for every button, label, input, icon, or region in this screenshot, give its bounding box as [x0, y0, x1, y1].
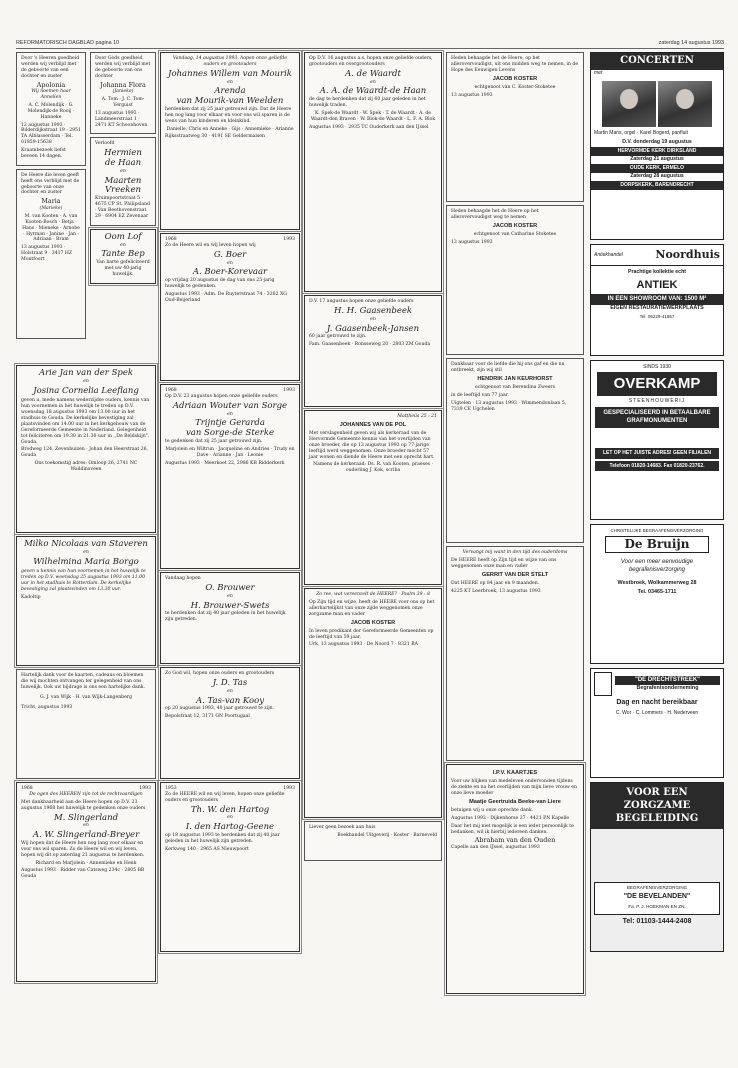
name: A. A. de Waardt-de Haan — [319, 86, 427, 97]
line-2: ANTIEK — [636, 278, 678, 291]
anniversary-text-2: op vrijdag 20 augustus de dag van ons 25-jarig huwelijk te gedenken. — [165, 278, 275, 290]
anniversary-slingerland — [16, 782, 156, 982]
name: van Mourik-van Weelden — [176, 96, 284, 107]
anniversary-text: D.V. 17 augustus hopen onze geliefde ouders — [309, 299, 414, 304]
thanks-beeke — [446, 764, 584, 994]
year-end: 1993 — [283, 388, 295, 393]
brand: OVERKAMP — [597, 372, 717, 395]
verse: Vandaag, 14 augustus 1993, hopen onze geliefde ouders en grootouders — [172, 56, 288, 67]
address: Brodweg 124, Zevenhuizen · Johan den Heerstraat 26, Gouda — [21, 447, 148, 459]
tagline: Begrafenisonderneming — [636, 685, 699, 692]
place-date: Capelle aan den IJssel, augustus 1993 — [451, 845, 540, 851]
anniversary-text: herdenken dat zij 25 jaar getrouwd zijn. Dat de Heere hen nog lang voor elkaar en voor ons wil sparen is de wens van hun kinderen en kleinkind. — [165, 106, 292, 124]
conjunction: en — [227, 815, 233, 821]
bride-name: Josina Cornelia Leeflang — [33, 385, 139, 396]
parents: M. van Kooten · A. van Kooten-Bosch · Betja · Hans · Mieneke · Arnobe · Hyrman · Janine · Jan · Adriaan · Bram — [22, 213, 80, 243]
phone: Tel: 01103-1444-2408 — [622, 918, 692, 926]
children: Richard en Marjolein · Annemieke en Henk — [35, 860, 137, 866]
obituary-text: Dankbaar voor de liefde die hij ons gaf en die nu ontbreekt, zijn wij stil — [451, 362, 565, 373]
address: Bepolstraat 12, 3171 GN Poortugaal — [165, 714, 250, 720]
place-date: Tricht, augustus 1993 — [21, 704, 73, 710]
obituary-keurhorst — [446, 358, 584, 543]
name: H. H. Gaasenbeek — [333, 305, 413, 316]
name: Hermien — [104, 148, 142, 159]
obituary-koster-wife — [446, 52, 584, 202]
anniversary-de-waardt — [304, 52, 442, 292]
brand: "DE DRECHTSTREEK" — [615, 676, 720, 686]
notice-text: Liever geen bezoek aan huis — [309, 825, 376, 830]
future-address: Ons toekomstig adres: Omloop 26, 2741 NC Waddinxveen — [34, 461, 138, 473]
birth-text: De Heere die leven geeft heeft ons verblijd met de geboorte van onze dochter en zuster — [21, 172, 80, 196]
ad-title: CONCERTEN — [591, 53, 723, 70]
anniversary-text-2: te herdenken dat zij 40 jaar geleden in het huwelijk zijn getreden. — [165, 611, 286, 623]
address: Uigtelen · 13 augustus 1993 · Wimmendonlaan 5, 7339 CE Ugchelen — [451, 400, 567, 412]
anniversary-text: Op D.V. 23 augustus hopen onze geliefde ouders — [165, 393, 278, 399]
year-start: 1968 — [165, 237, 177, 242]
ad-overkamp — [590, 360, 724, 520]
name: I. den Hartog-Geene — [185, 822, 275, 833]
phone: Telefoon 01820-14683. Fax 01820-23762. — [595, 461, 719, 471]
anniversary-text: Vandaag hopen — [165, 576, 201, 581]
year-start: 1953 — [165, 786, 177, 791]
name: Arenda — [214, 86, 246, 97]
conjunction: en — [83, 378, 89, 384]
name: A. Tas-van Kooy — [195, 695, 265, 706]
anniversary-van-mourik — [160, 52, 300, 230]
verse: Mattheüs 25 : 21 — [397, 414, 437, 419]
phone: Tel. 03465-1711 — [637, 589, 677, 596]
venue-3: DORPSKERK, BARENDRECHT — [591, 181, 723, 189]
headline-2: BEGELEIDING — [591, 813, 723, 830]
name: H. Brouwer-Swets — [190, 600, 270, 611]
obituary-text-2: in de leeftijd van 77 jaar. — [451, 392, 509, 398]
address: Augustus 1993 · Dijkenhorse 27 · 4421 PN Kapelle — [451, 815, 570, 821]
ad-de-bruijn — [590, 524, 724, 664]
column-4 — [304, 52, 442, 864]
column-3 — [160, 52, 300, 955]
ad-drechtstreek — [590, 668, 724, 778]
address: Urk, 13 augustus 1993 · De Noord 7 · 8321 BA — [309, 642, 418, 648]
conjunction: en — [227, 593, 233, 599]
signature: Boekhandel Uitgeverij · Koster · Barneveld — [337, 832, 437, 838]
anniversary-text: Met dankbaarheid aan de Heere hopen op D.V. 23 augustus 1968 het huwelijk te gedenken onze ouders — [21, 799, 146, 811]
relation: echtgenoot van Berendina Zweers — [475, 384, 555, 390]
obituary-text: Heden behaagde het de Heere op het allerovervoudigst weg te nemen — [451, 209, 539, 220]
birth-text: Door Gods goedheid werden wij verblijd met de geboorte van ons dochter — [95, 56, 151, 79]
child-name: Maria — [41, 197, 61, 206]
deceased-name: Maatje Geertruida Beeke-van Liere — [469, 798, 561, 805]
conjunction: en — [370, 79, 376, 85]
congrats-text: Van harte gefeliciteerd met uw 40-jarig huwelijk. — [96, 260, 150, 277]
sub: Fa. P. J. HOEKMAN EN ZN. — [628, 904, 686, 910]
name: M. Slingerland — [53, 812, 119, 823]
signatories: Namens de kerkeraad: Ds. R. van Kooten, praeses · ouderling J. Kok, scriba — [313, 462, 433, 474]
line-4: EIGEN RESTAURATIEWERKPLAATS — [610, 305, 704, 312]
wedding-text: geven u kennis van hun voornemen in het huwelijk te treden op D.V. woensdag 25 augustus 1993 om 11.00 uur in het stadhuis te Rotterdam. De kerkelijke bevestiging zal plaatsvinden om 13.30 uur. — [21, 569, 146, 593]
name: de Haan — [104, 158, 142, 169]
date-2: Zaterdag 21 augustus — [630, 155, 684, 162]
conjunction: en — [83, 549, 89, 555]
date: 13 augustus 1993 — [451, 239, 493, 245]
name: Vreeken — [105, 185, 141, 196]
thanks-text: Hartelijk dank voor de kaarten, cadeaus en bloemen die wij mochten ontvangen ter gelegenheid van ons huwelijk. Ook uw bijdrage is ons een hartelijke dank. — [21, 673, 145, 690]
conjunction: en — [83, 823, 89, 829]
obituary-koster-2 — [446, 205, 584, 355]
year-end: 1993 — [139, 786, 151, 791]
verse: Zo ree, wat vereenzelt de HEERE? · Psalm 39 : 8 — [316, 592, 430, 597]
kicker: CHRISTELIJKE BEGRAAFENISVERZORGING — [610, 528, 704, 533]
name: Maarten — [104, 175, 142, 186]
date: 13 augustus 1993 — [451, 92, 493, 98]
address: 4225 KT Leerbroek, 13 augustus 1993 — [451, 588, 541, 594]
obituary-van-der-stelt — [446, 546, 584, 761]
tagline: Voor een meer eenvoudige begrafenisverzorging — [620, 558, 694, 573]
relation: echtgenoot van C. Koster-Stoketee — [474, 84, 556, 90]
page-header — [16, 40, 724, 49]
date-3: Zaterdag 28 augustus — [630, 172, 684, 179]
year-start: 1968 — [21, 786, 33, 791]
obituary-koster-family — [304, 588, 442, 818]
brand: De Bruijn — [605, 536, 709, 553]
conjunction: en — [120, 168, 126, 174]
anniversary-van-sorge — [160, 384, 300, 569]
address: Rijksstraatweg 30 · 4191 SE Geldermalsen — [165, 134, 265, 140]
address: Augustus 1993 · Adm. De Ruyterstraat 74 · 3262 XG Oud-Beijerland — [165, 291, 287, 303]
thanks-title: I.P.V. KAARTJES — [492, 770, 538, 776]
child-name: Apolonia — [36, 80, 66, 89]
date-1: D.V. donderdag 19 augustus — [622, 138, 692, 145]
name: G. Boer — [213, 249, 247, 260]
parents: A. C. Molendijk · G. Molendijk-de Rooij · Hanneke — [27, 102, 75, 120]
anniversary-den-hartog — [160, 782, 300, 952]
child-sub: (Marieke) — [39, 206, 63, 211]
child-sub: Wij noemen haar Annelien — [31, 89, 71, 101]
anniversary-text-2: op 18 augustus 1993 te herdenken dat zij 40 jaar geleden in het huwelijk zijn getreden. — [165, 833, 280, 844]
obituary-text: Met verslagenheid geven wij als kerkeraad van de Hervormde Gemeente kennis van het overlijden van onze broeder, die op 13 augustus 1993 op 77-jarige leeftijd werd weggenomen. Onze broeder mocht 57 jaar wonen en diende de Heere met een oprecht hart. — [309, 431, 435, 460]
ad-sub: met — [594, 69, 603, 76]
year-end: 1993 — [283, 237, 295, 242]
name: Adriaan Wouter van Sorge — [172, 400, 288, 411]
line-3: IN EEN SHOWROOM VAN: 1500 M² — [591, 294, 723, 306]
name: Th. W. den Hartog — [190, 804, 270, 815]
obituary-text: Op Zijn tijd en wijze, heeft de HEERE voor ons op het allerhartelijkst van onze zijde weggenomen onze zorgzame man en vader — [309, 599, 435, 617]
verse: De ogen des HEEREN zijn tot de rechtvaardigen — [29, 791, 143, 797]
announcement-birth-johanna — [90, 52, 156, 134]
anniversary-text-2: op 20 augustus 1993, 40 jaar getrouwd te zijn. — [165, 706, 275, 712]
deceased-name: JACOB KOSTER — [492, 75, 538, 82]
child-sub: (Janieke) — [112, 89, 134, 95]
anniversary-text: Zo God wil, hopen onze ouders en grootouders — [165, 671, 275, 676]
anniversary-tas — [160, 667, 300, 779]
headline: GESPECIALISEERD IN BETAALBARE GRAFMONUMENTEN — [595, 407, 719, 428]
venue-2: OUDE KERK, ERMELO — [591, 164, 723, 172]
conjunction: en — [120, 242, 126, 248]
obituary-text: Heden behaagde het de Heere, op het allerovervoudigst, uit ons midden weg te nemen, in de Hope des Eeuwigen Levens — [451, 56, 579, 73]
headline: VOOR EEN ZORGZAME — [591, 783, 723, 813]
address: Augustus 1993 · Ridder van Catsweg 234c · 2805 BB Gouda — [21, 868, 145, 880]
deceased-name: JACOB KOSTER — [350, 619, 396, 626]
kicker: Antiekhandel — [594, 251, 623, 258]
performer-photos — [591, 78, 723, 130]
deceased-name: HENDRIK JAN KEURHORST — [477, 375, 553, 382]
child-name: Johanna Flora — [100, 80, 146, 89]
signature: Abraham van den Ouden — [474, 836, 556, 845]
column-1 — [16, 52, 86, 342]
name: A. W. Slingerland-Breyer — [32, 830, 140, 841]
photo-organist — [602, 81, 656, 127]
announcement-wedding-van-staveren — [16, 536, 156, 666]
obituary-text-2: Dat HEERE op 84 jaar en 9 maanden. — [451, 580, 540, 586]
deceased-name: JOHANNES VAN DE POL — [339, 421, 407, 428]
logo-icon — [594, 672, 612, 696]
anniversary-text: Zo de Heere wil en wij leven hopen wij — [165, 242, 256, 248]
ad-concerts — [590, 52, 724, 240]
address: Westbroek, Wolkammerweg 28 — [617, 580, 697, 587]
conjunction: en — [227, 411, 233, 417]
thanks-text: Voor uw blijken van medeleven ondervonden tijdens de ziekte en na het overlijden van mijn lieve vrouw en onze lieve moeder — [451, 779, 577, 796]
relation: echtgenoot van Catharine Stoketee — [473, 231, 557, 237]
header-left: REFORMATORISCH DAGBLAD pagina 10 — [16, 40, 120, 46]
address: Fam. Gaasenbeek · Ronsseweg 20 · 2803 ZM Gouda — [309, 342, 431, 348]
header-right: zaterdag 14 augustus 1993 — [658, 40, 724, 46]
anniversary-text: Zo de HEERE wil en wij leven, hopen onze geliefde ouders en grootouders — [165, 791, 285, 803]
name: J. Gaasenbeek-Jansen — [326, 323, 420, 334]
anniversary-gaasenbeek — [304, 295, 442, 407]
note: Kraambezoek liefst beveen 14 dagen. — [21, 148, 66, 159]
conjunction: en — [227, 79, 233, 85]
verse: Vervangt mij want in den tijd des ouderdoms — [462, 550, 568, 555]
address: 13 augustus 1993 · Holstraat 9 · 3417 HZ Montfoort — [21, 245, 73, 262]
bride-name: Wilhelmina Maria Borgo — [33, 556, 139, 567]
name: A. Boer-Korevaar — [192, 267, 268, 278]
notice: LET OP HET JUISTE ADRES! GEEN FILIALEN — [595, 448, 719, 458]
line-1: Prachtige kollektie echt — [628, 269, 686, 276]
ad-noordhuis — [590, 244, 724, 356]
thanks-text-2: betuigen wij u onze oprechte dank. — [451, 807, 534, 813]
deceased-name: GERRIT VAN DER STELT — [481, 571, 549, 578]
name: van Sorge-de Sterke — [185, 428, 275, 439]
column-5 — [446, 52, 584, 997]
name: Tante Bep — [101, 249, 145, 260]
column-ads — [590, 52, 724, 956]
address: Augustus 1993 · Meerkoet 22, 2986 KB Ridderkerk — [165, 460, 285, 466]
photo-panflutist — [658, 81, 712, 127]
address: Tel. 06229-41867 — [639, 314, 675, 320]
kicker: BEGRAFENISVERZORGING — [626, 885, 688, 891]
sub: STEENHOUWERIJ — [628, 397, 686, 404]
hours: Dag en nacht bereikbaar — [616, 699, 698, 706]
obituary-text-2: In leven predikant der Gereformeerde Gemeenten op de leeftijd van 59 jaar. — [309, 628, 434, 640]
column-2 — [90, 52, 156, 287]
staff: C. Wor · C. Lommers · H. Nederveen — [615, 709, 699, 716]
brand: "DE BEVELANDEN" — [623, 893, 691, 901]
children: Danielle, Chris en Anneke · Gijs · Annemieke · Arianne — [166, 126, 294, 132]
conjunction: en — [227, 688, 233, 694]
year-end: 1993 — [283, 786, 295, 791]
since: SINDS 1930 — [643, 364, 671, 370]
conjunction: en — [370, 316, 376, 322]
announcement-oom-lof — [90, 229, 156, 284]
anniversary-text-2: te gedenken dat zij 25 jaar getrouwd zijn. — [165, 438, 263, 444]
name: Johannes Willem van Mourik — [168, 68, 292, 79]
ad-de-bevelanden — [590, 782, 724, 952]
anniversary-text: Op D.V. 16 augustus a.s. hopen onze geliefde ouders, grootouders en overgrootouders — [309, 56, 433, 67]
performers: Martin Mans, orgel · Karel Bogerd, panfluit — [594, 130, 688, 137]
thanks-text-3: Daar het mij niet mogelijk is een ieder persoonlijk te bedanken, wil ik hierbij iedereen danken. — [451, 823, 574, 835]
deceased-name: JACOB KOSTER — [492, 222, 538, 229]
address: 12 augustus 1993 · Bilderdijkstraat 19 · 2951 TA Alblasserdam · Tel. 01859-15638 — [21, 122, 81, 146]
name: O. Brouwer — [205, 582, 255, 593]
children: K. Spek-de Waardt · W. Spek · T. de Waardt · A. de Waardt-den Braven · W. Blok-de Waardt · L. F. A. Blok — [310, 110, 436, 122]
address: Kruimpoortstraat 5 · 4675 CP St. Philipsland · Van Beethovenstraat 29 · 6904 EZ Zevenaar — [95, 196, 150, 219]
notice-koster-publisher — [304, 821, 442, 861]
anniversary-boer — [160, 233, 300, 381]
announcement-birth-maria — [16, 169, 86, 339]
anniversary-text-2: Wij hopen dat de Heere hen nog lang voor elkaar en voor ons wil sparen. Zo de Heere wil en wij leven, hopen wij dit op zaterdag 21 augustus te herdenken. — [21, 840, 145, 858]
anniversary-text-2: de dag te herdenken dat zij 60 jaar geleden in het huwelijk traden. — [309, 97, 426, 109]
column-1-2-wide — [16, 365, 156, 985]
conjunction: en — [227, 260, 233, 266]
anniversary-text-2: 60 jaar getrouwd te zijn. — [309, 334, 367, 340]
obituary-van-de-pol — [304, 410, 442, 585]
engaged-title: Verloofd — [95, 141, 115, 147]
address: Kerkweg 140 · 2965 AS Nieuwpoort — [165, 846, 249, 852]
brand: Noordhuis — [655, 248, 720, 261]
year-start: 1968 — [165, 388, 177, 393]
name: A. de Waardt — [345, 68, 401, 79]
announcement-birth-apolonia — [16, 52, 86, 166]
address: Augustus 1993 · 2935 TC Ouderkerk aan den IJssel — [309, 124, 429, 130]
wedding-text: geven u, mede namens wederzijdse ouders, kennis van hun voornemen in het huwelijk te treden op D.V. woensdag 18 augustus 1993 om 13.00 uur in het stadhuis te Gouda. De kerkelijke bevestiging zal plaatsvinden om 14.00 uur in het kerkgebouw van de Gereformeerde Gemeente in Nederland. Gelegenheid tot feliciteren om 19.30 in 21.30 uur in ,,De Beldskijn", Gouda. — [21, 398, 150, 445]
birth-text: Door 's Heeren goedheid werden wij verblijd met de geboorte van een dochter en zuster — [21, 56, 80, 79]
signatures: G. J. van Wijk · H. van Wijk-Langenberg — [40, 694, 132, 700]
name: Trijntje Gerarda — [195, 418, 265, 429]
announcement-wedding-van-der-spek — [16, 365, 156, 533]
name: J. D. Tas — [212, 677, 248, 688]
children: Marjolein en Wiltrun · Jacqueline en Andries · Trudy en Dave · Arianne · Jan · Leonie — [165, 446, 295, 458]
gift-tip: Kadoltip — [21, 594, 41, 600]
name: Oom Lof — [104, 231, 142, 242]
anniversary-brouwer — [160, 572, 300, 664]
address: 13 augustus 1993 · Landmeerstraat 1 · 2471 KT Schoonhoven — [95, 110, 148, 128]
groom-name: Milko Nicolaas van Staveren — [24, 539, 148, 549]
obituary-text: De HEERE heeft op Zijn tijd en wijze van ons weggenomen onze man en vader — [451, 557, 557, 569]
announcement-engaged — [90, 137, 156, 225]
groom-name: Arie Jan van der Spek — [38, 368, 134, 378]
parents: A. Tom · J. C. Tom-Verguist — [101, 97, 145, 108]
thanks-van-wijk — [16, 669, 156, 779]
venue-1: HERVORMDE KERK DIRKSLAND — [591, 147, 723, 155]
